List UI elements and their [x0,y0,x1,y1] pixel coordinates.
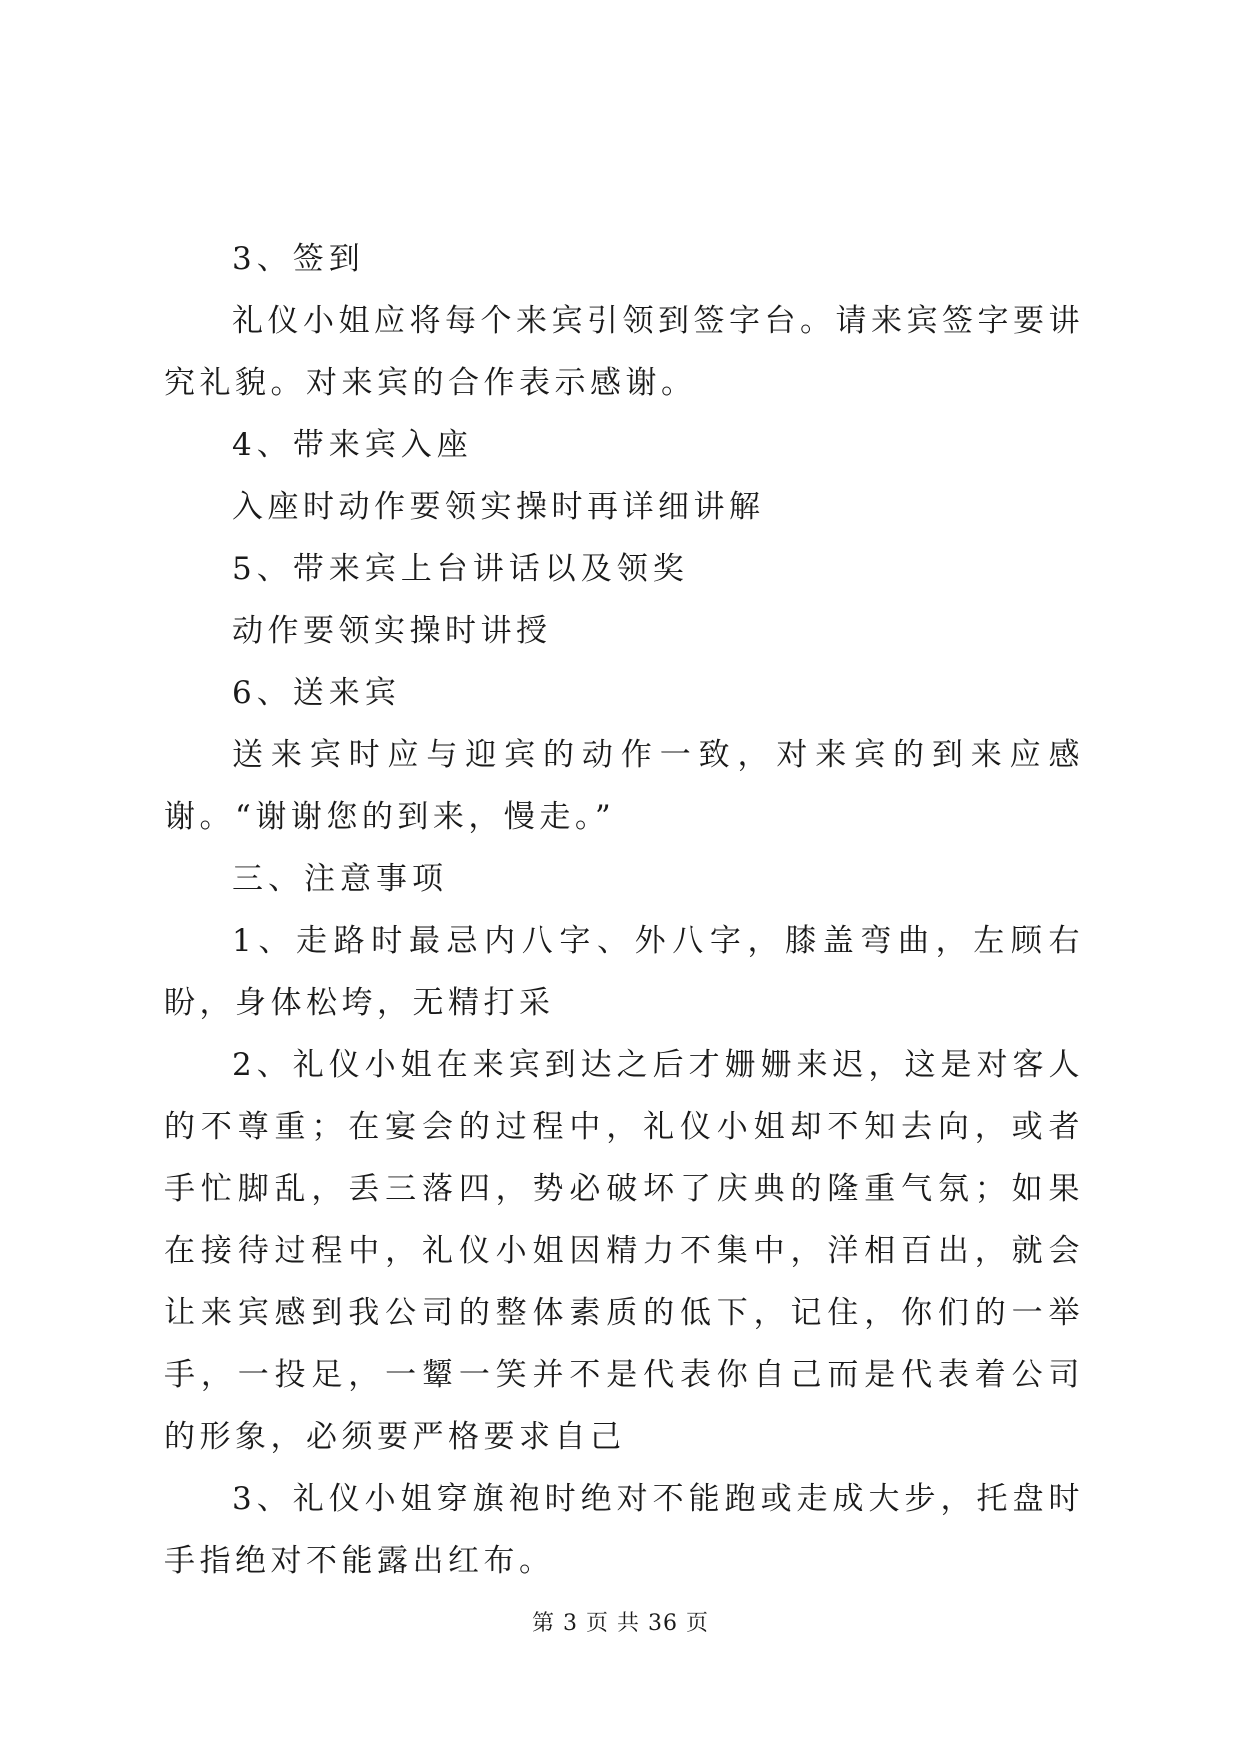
paragraph-farewell: 送来宾时应与迎宾的动作一致，对来宾的到来应感谢。“谢谢您的到来，慢走。” [164,737,1084,835]
paragraph-stage: 动作要领实操时讲授 [232,613,552,649]
paragraph-note-1: 1、走路时最忌内八字、外八字，膝盖弯曲，左顾右盼，身体松垮，无精打采 [164,923,1084,1021]
section-heading-sign-in: 3、签到 [232,241,365,277]
section-heading-farewell: 6、送来宾 [232,675,401,711]
paragraph-note-2: 2、礼仪小姐在来宾到达之后才姗姗来迟，这是对客人的不尊重；在宴会的过程中，礼仪小姐却不知去向，或者手忙脚乱，丢三落四，势必破坏了庆典的隆重气氛；如果在接待过程中，礼仪小姐因精力不集中，洋相百出，就会让来宾感到我公司的整体素质的低下，记住，你们的一举手，一投足，一颦一笑并不是代表你自己而是代表着公司的形象，必须要严格要求自己 [164,1047,1084,1455]
page-footer: 第 3 页 共 36 页 [532,1611,709,1636]
section-heading-seating: 4、带来宾入座 [232,427,473,463]
section-heading-notes: 三、注意事项 [232,861,448,897]
paragraph-sign-in: 礼仪小姐应将每个来宾引领到签字台。请来宾签字要讲究礼貌。对来宾的合作表示感谢。 [164,303,1084,401]
paragraph-seating: 入座时动作要领实操时再详细讲解 [232,489,765,525]
section-heading-stage: 5、带来宾上台讲话以及领奖 [232,551,689,587]
document-body [164,228,1084,1592]
paragraph-note-3: 3、礼仪小姐穿旗袍时绝对不能跑或走成大步，托盘时手指绝对不能露出红布。 [164,1481,1084,1579]
